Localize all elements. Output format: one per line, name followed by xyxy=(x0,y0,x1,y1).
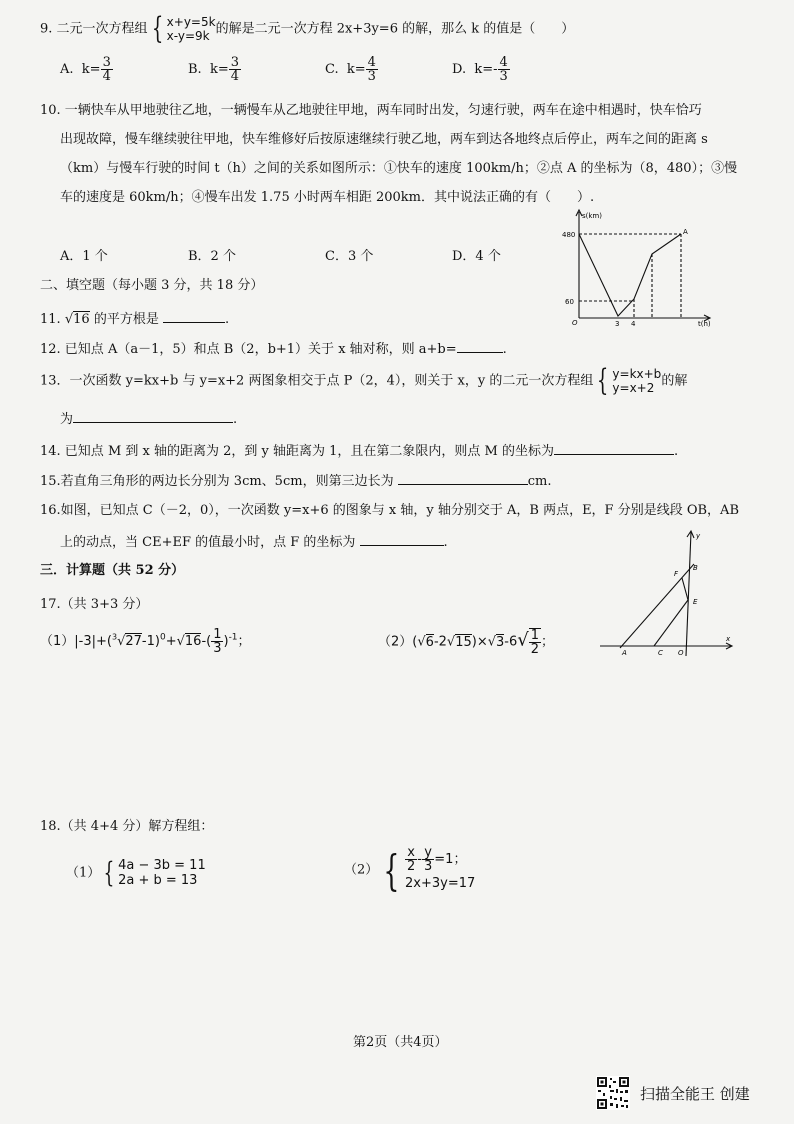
q9-option-b: B. k= $\frac{3}{4}$ xyxy=(188,55,240,84)
q10-option-d: D．4 个 xyxy=(452,249,501,264)
sqrt-icon: √ xyxy=(517,629,529,651)
sqrt-icon: √ xyxy=(446,634,456,650)
q10-graph-y60: 60 xyxy=(565,298,574,306)
q9-option-a: A. k= $\frac{3}{4}$ xyxy=(60,55,111,84)
q16-label-y: y xyxy=(696,532,701,540)
q16-label-x: x xyxy=(726,635,731,643)
section-2-heading: 二、填空题（每小题 3 分，共 18 分） xyxy=(40,278,264,293)
q13-system: y=kx+b y=x+2 xyxy=(612,367,662,395)
q10-option-c: C．3 个 xyxy=(325,249,374,264)
q10-line-3: （km）与慢车行驶的时间 t（h）之间的关系如图所示：①快车的速度 100km/h；②点 A 的坐标为（8，480）；③慢 xyxy=(60,161,738,176)
q18-system-2: $\frac{x}{2}$ - $\frac{y}{3}$ =1； 2x+3y=17 xyxy=(405,845,476,891)
scanner-watermark: 扫描全能王 创建 xyxy=(640,1085,750,1103)
q9-option-c: C. k= $\frac{4}{3}$ xyxy=(325,55,376,84)
sqrt-icon: √ xyxy=(64,312,74,327)
q16-label-f: F xyxy=(674,570,679,578)
q16-graph xyxy=(598,528,738,658)
sqrt-icon: √ xyxy=(417,634,426,650)
q10-graph-origin: O xyxy=(572,319,578,327)
q16-label-b: B xyxy=(693,564,698,572)
q16-label-e: E xyxy=(693,598,698,606)
q16-label-c: C xyxy=(658,649,663,657)
q10-graph-x-label: t(h) xyxy=(698,320,711,328)
q16-line-2: 上的动点，当 CE+EF 的值最小时，点 F 的坐标为 . xyxy=(60,531,448,552)
q18-system-1: 4a − 3b = 11 2a + b = 13 xyxy=(118,858,206,888)
cube-root-icon: √ xyxy=(117,634,126,649)
q10-option-b: B．2 个 xyxy=(188,249,236,264)
q18-part-1: （1） { 4a − 3b = 11 2a + b = 13 xyxy=(66,856,206,889)
q13-line-1: 13．一次函数 y=kx+b 与 y=x+2 两图象相交于点 P（2，4），则关于 x，y 的二元一次方程组 { y=kx+b y=x+2 的解 xyxy=(40,363,688,398)
q10-line-4: 车的速度是 60km/h；④慢车出发 1.75 小时两车相距 200km．其中说法正确的有（ ）. xyxy=(60,190,595,205)
q10-graph-y-label: s(km) xyxy=(582,212,602,220)
q17-part-1: $(1)|-3|+(^3√27-1)^0+√16-$( $\frac{1}{3}$ )$^{-1}$； xyxy=(40,627,251,656)
q9-option-d: D. k=- $\frac{4}{3}$ xyxy=(452,55,508,84)
sqrt-icon: √ xyxy=(487,634,497,650)
q15: 15.若直角三角形的两边长分别为 3cm、5cm，则第三边长为 cm. xyxy=(40,470,551,491)
section-3-heading: 三．计算题（共 52 分） xyxy=(40,563,185,578)
q10-line-2: 出现故障，慢车继续驶往甲地，快车维修好后按原速继续行驶乙地，两车到达各地终点后停止，两车之间的距离 s xyxy=(60,132,708,147)
q16-label-o: O xyxy=(678,649,684,657)
q9-system: x+y=5k x-y=9k xyxy=(166,15,216,43)
q18-title: 18.（共 4+4 分）解方程组： xyxy=(40,819,214,834)
q17-title: 17.（共 3+3 分） xyxy=(40,597,149,612)
q18-part-2: （2） { $\frac{x}{2}$ - $\frac{y}{3}$ =1； 2x+3y=17 xyxy=(344,845,476,895)
q10-graph-y480: 480 xyxy=(562,231,576,239)
qr-code-icon xyxy=(596,1076,630,1110)
q9-stem: 9. 二元一次方程组 { x+y=5k x-y=9k 的解是二元一次方程 2x+3y=6 的解，那么 k 的值是（ ） xyxy=(40,11,575,46)
q16-line-1: 16.如图，已知点 C（－2，0），一次函数 y=x+6 的图象与 x 轴，y 轴分别交于 A，B 两点，E，F 分别是线段 OB，AB xyxy=(40,503,739,518)
q10-graph-x4: 4 xyxy=(631,320,636,328)
q10-graph xyxy=(558,206,718,328)
page-footer: 第2页（共4页） xyxy=(353,1035,448,1050)
q10-line-1: 10. 一辆快车从甲地驶往乙地，一辆慢车从乙地驶往甲地，两车同时出发，匀速行驶，两车在途中相遇时，快车恰巧 xyxy=(40,103,702,118)
q13-line-2: 为 . xyxy=(60,408,237,429)
q10-graph-x3: 3 xyxy=(615,320,620,328)
q11: 11. √16 的平方根是 . xyxy=(40,308,229,329)
q16-label-a: A xyxy=(622,649,627,657)
q17-part-2: （2）(√6-2√15)×√3-6√ $\frac{1}{2}$ ； xyxy=(378,628,555,657)
q12: 12. 已知点 A（a－1，5）和点 B（2，b+1）关于 x 轴对称，则 a+b= . xyxy=(40,338,507,359)
q10-option-a: A．1 个 xyxy=(60,249,108,264)
q14: 14. 已知点 M 到 x 轴的距离为 2，到 y 轴距离为 1，且在第二象限内，则点 M 的坐标为 . xyxy=(40,440,678,461)
q10-graph-point-a: A xyxy=(683,228,688,236)
sqrt-icon: √ xyxy=(176,634,185,649)
